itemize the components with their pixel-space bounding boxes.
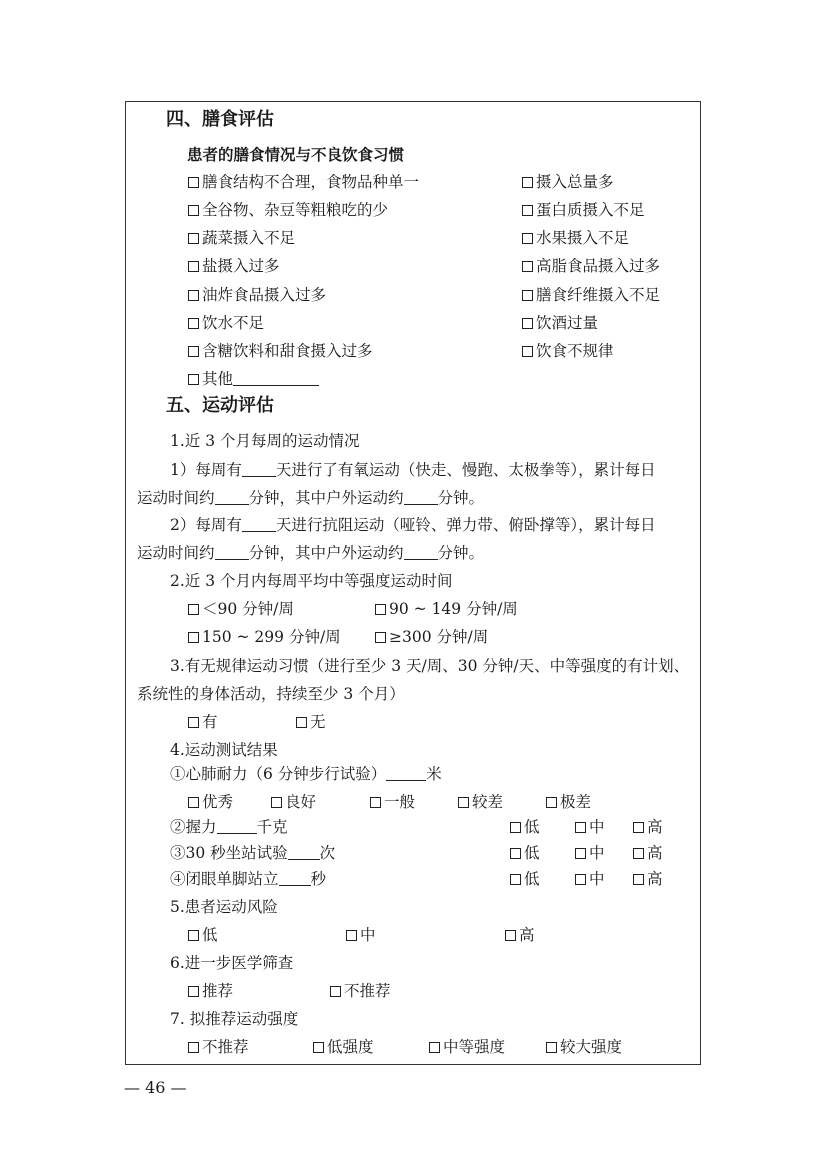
checkbox-icon[interactable]: [188, 797, 199, 808]
checkbox-icon[interactable]: [346, 930, 357, 941]
level-option[interactable]: 中: [575, 817, 605, 837]
balance-blank[interactable]: [279, 871, 311, 886]
level-option[interactable]: 高: [633, 843, 663, 863]
checkbox-icon[interactable]: [330, 986, 341, 997]
checkbox-icon[interactable]: [522, 318, 533, 329]
diet-checkbox-item[interactable]: 摄入总量多: [522, 172, 614, 192]
checkbox-icon[interactable]: [633, 874, 644, 885]
diet-checkbox-item[interactable]: 膳食纤维摄入不足: [522, 285, 660, 305]
checkbox-icon[interactable]: [575, 874, 586, 885]
checkbox-icon[interactable]: [188, 290, 199, 301]
checkbox-icon[interactable]: [188, 205, 199, 216]
risk-option[interactable]: 中: [346, 925, 376, 945]
q7-title: 7. 拟推荐运动强度: [170, 1010, 299, 1028]
q1a-line2: 运动时间约 分钟，其中户外运动约 分钟。: [137, 489, 485, 507]
q2-option[interactable]: ≥300 分钟/周: [375, 627, 488, 647]
checkbox-icon[interactable]: [546, 797, 557, 808]
level-option[interactable]: 中: [575, 869, 605, 889]
diet-checkbox-item[interactable]: 含糖饮料和甜食摄入过多: [188, 341, 373, 361]
resistance-days-blank[interactable]: [242, 517, 276, 532]
q4-title: 4.运动测试结果: [170, 741, 278, 759]
checkbox-icon[interactable]: [522, 205, 533, 216]
checkbox-icon[interactable]: [188, 986, 199, 997]
q4-1-option[interactable]: 极差: [546, 792, 591, 812]
level-option[interactable]: 高: [633, 869, 663, 889]
checkbox-icon[interactable]: [271, 797, 282, 808]
diet-checkbox-item[interactable]: 蔬菜摄入不足: [188, 228, 295, 248]
diet-heading: 四、膳食评估: [166, 109, 274, 130]
q2-option[interactable]: ＜90 分钟/周: [188, 599, 294, 619]
diet-checkbox-other[interactable]: 其他: [188, 369, 319, 389]
q3-option[interactable]: 有: [188, 712, 218, 732]
walk-distance-blank[interactable]: [386, 766, 426, 781]
sit-stand-blank[interactable]: [288, 845, 320, 860]
diet-checkbox-item[interactable]: 膳食结构不合理，食物品种单一: [188, 172, 419, 192]
q3-line1: 3.有无规律运动习惯（进行至少 3 天/周、30 分钟/天、中等强度的有计划、: [170, 657, 690, 675]
intensity-option[interactable]: 中等强度: [429, 1037, 505, 1057]
risk-option[interactable]: 低: [188, 925, 218, 945]
intensity-option[interactable]: 低强度: [313, 1037, 374, 1057]
page-number: — 46 —: [124, 1078, 187, 1097]
screening-option[interactable]: 不推荐: [330, 981, 391, 1001]
q6-title: 6.进一步医学筛查: [170, 954, 294, 972]
other-blank[interactable]: [233, 371, 319, 386]
q3-line2: 系统性的身体活动，持续至少 3 个月）: [137, 685, 405, 703]
checkbox-icon[interactable]: [633, 848, 644, 859]
checkbox-icon[interactable]: [458, 797, 469, 808]
q2-title: 2.近 3 个月内每周平均中等强度运动时间: [170, 572, 453, 590]
q1-title: 1.近 3 个月每周的运动情况: [170, 432, 360, 450]
q5-title: 5.患者运动风险: [170, 898, 278, 916]
checkbox-icon[interactable]: [375, 632, 386, 643]
checkbox-icon[interactable]: [188, 233, 199, 244]
checkbox-icon[interactable]: [505, 930, 516, 941]
checkbox-icon[interactable]: [296, 717, 307, 728]
checkbox-icon[interactable]: [510, 848, 521, 859]
resistance-minutes-blank[interactable]: [215, 545, 249, 560]
q4-4-line: ④闭眼单脚站立 秒: [170, 870, 327, 888]
checkbox-icon[interactable]: [370, 797, 381, 808]
checkbox-icon[interactable]: [510, 874, 521, 885]
intensity-option[interactable]: 较大强度: [546, 1037, 622, 1057]
checkbox-icon[interactable]: [188, 318, 199, 329]
diet-checkbox-item[interactable]: 水果摄入不足: [522, 228, 629, 248]
q4-1-option[interactable]: 较差: [458, 792, 503, 812]
checkbox-icon[interactable]: [522, 233, 533, 244]
resistance-outdoor-blank[interactable]: [404, 545, 438, 560]
diet-checkbox-item[interactable]: 高脂食品摄入过多: [522, 256, 660, 276]
q1a-line1: 1）每周有 天进行了有氧运动（快走、慢跑、太极拳等），累计每日: [170, 461, 656, 479]
checkbox-icon[interactable]: [522, 290, 533, 301]
q1b-line1: 2）每周有 天进行抗阻运动（哑铃、弹力带、俯卧撑等），累计每日: [170, 516, 656, 534]
diet-subheading: 患者的膳食情况与不良饮食习惯: [187, 145, 405, 164]
risk-option[interactable]: 高: [505, 925, 535, 945]
grip-blank[interactable]: [217, 819, 257, 834]
aerobic-outdoor-blank[interactable]: [404, 490, 438, 505]
q1b-line2: 运动时间约 分钟，其中户外运动约 分钟。: [137, 544, 485, 562]
diet-checkbox-item[interactable]: 蛋白质摄入不足: [522, 200, 645, 220]
diet-checkbox-item[interactable]: 油炸食品摄入过多: [188, 285, 326, 305]
checkbox-icon[interactable]: [188, 346, 199, 357]
diet-checkbox-item[interactable]: 饮酒过量: [522, 313, 598, 333]
exercise-heading: 五、运动评估: [166, 395, 274, 416]
level-option[interactable]: 高: [633, 817, 663, 837]
checkbox-icon[interactable]: [188, 632, 199, 643]
checkbox-icon[interactable]: [633, 822, 644, 833]
checkbox-icon[interactable]: [575, 848, 586, 859]
intensity-option[interactable]: 不推荐: [188, 1037, 249, 1057]
checkbox-icon[interactable]: [429, 1042, 440, 1053]
diet-checkbox-item[interactable]: 全谷物、杂豆等粗粮吃的少: [188, 200, 388, 220]
checkbox-icon[interactable]: [188, 604, 199, 615]
checkbox-icon[interactable]: [188, 177, 199, 188]
q2-option[interactable]: 90 ~ 149 分钟/周: [375, 599, 518, 619]
q4-1-line: ①心肺耐力（6 分钟步行试验） 米: [170, 765, 442, 783]
q4-1-option[interactable]: 良好: [271, 792, 316, 812]
checkbox-icon[interactable]: [546, 1042, 557, 1053]
aerobic-days-blank[interactable]: [242, 462, 276, 477]
screening-option[interactable]: 推荐: [188, 981, 233, 1001]
checkbox-icon[interactable]: [188, 374, 199, 385]
q4-1-option[interactable]: 一般: [370, 792, 415, 812]
checkbox-icon[interactable]: [522, 261, 533, 272]
level-option[interactable]: 低: [510, 843, 540, 863]
level-option[interactable]: 中: [575, 843, 605, 863]
checkbox-icon[interactable]: [313, 1042, 324, 1053]
q4-1-option[interactable]: 优秀: [188, 792, 233, 812]
diet-checkbox-item[interactable]: 盐摄入过多: [188, 256, 280, 276]
q4-2-line: ②握力 千克: [170, 818, 288, 836]
diet-checkbox-item[interactable]: 饮水不足: [188, 313, 264, 333]
checkbox-icon[interactable]: [522, 346, 533, 357]
q3-option[interactable]: 无: [296, 712, 326, 732]
checkbox-icon[interactable]: [510, 822, 521, 833]
checkbox-icon[interactable]: [188, 261, 199, 272]
diet-checkbox-item[interactable]: 饮食不规律: [522, 341, 614, 361]
level-option[interactable]: 低: [510, 869, 540, 889]
checkbox-icon[interactable]: [375, 604, 386, 615]
checkbox-icon[interactable]: [188, 717, 199, 728]
checkbox-icon[interactable]: [188, 930, 199, 941]
checkbox-icon[interactable]: [522, 177, 533, 188]
q2-option[interactable]: 150 ~ 299 分钟/周: [188, 627, 341, 647]
checkbox-icon[interactable]: [188, 1042, 199, 1053]
q4-3-line: ③30 秒坐站试验 次: [170, 844, 336, 862]
checkbox-icon[interactable]: [575, 822, 586, 833]
level-option[interactable]: 低: [510, 817, 540, 837]
aerobic-minutes-blank[interactable]: [215, 490, 249, 505]
